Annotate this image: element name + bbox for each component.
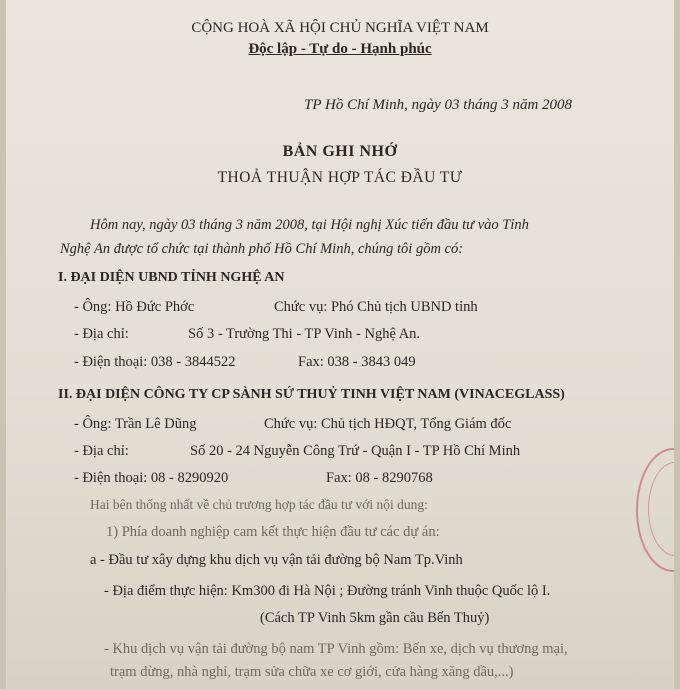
party1-address: Số 3 - Trường Thi - TP Vinh - Nghệ An. xyxy=(188,326,421,342)
party2-person: - Ông: Trần Lê Dũng xyxy=(74,416,197,432)
place-date: TP Hồ Chí Minh, ngày 03 tháng 3 năm 2008 xyxy=(304,97,573,113)
project-description-2: trạm dừng, nhà nghỉ, trạm sửa chữa xe cơ giới, cửa hàng xăng dầu,...) xyxy=(110,664,514,680)
project-description-1: - Khu dịch vụ vận tải đường bộ nam TP Vinh gồm: Bến xe, dịch vụ thương mại, xyxy=(104,641,568,657)
project-location: - Địa điểm thực hiện: Km300 đi Hà Nội ; Đường tránh Vinh thuộc Quốc lộ I. xyxy=(104,583,551,599)
project-location-note: (Cách TP Vinh 5km gần cầu Bến Thuỷ) xyxy=(260,610,490,626)
agreement-lead: Hai bên thống nhất về chủ trương hợp tác đầu tư với nội dung: xyxy=(90,497,428,512)
intro-line-1: Hôm nay, ngày 03 tháng 3 năm 2008, tại Hội nghị Xúc tiến đầu tư vào Tỉnh xyxy=(90,217,529,233)
intro-line-2: Nghệ An được tổ chức tại thành phố Hồ Chí Minh, chúng tôi gồm có: xyxy=(60,241,464,257)
party2-position: Chức vụ: Chủ tịch HĐQT, Tổng Giám đốc xyxy=(264,416,512,432)
party2-phone: - Điện thoại: 08 - 8290920 xyxy=(74,470,229,486)
party2-address: Số 20 - 24 Nguyễn Công Trứ - Quận I - TP Hồ Chí Minh xyxy=(190,443,521,459)
document-subtitle: THOẢ THUẬN HỢP TÁC ĐẦU TƯ xyxy=(217,169,463,186)
agreement-item-1a: a - Đầu tư xây dựng khu dịch vụ vận tải đường bộ Nam Tp.Vinh xyxy=(90,552,463,568)
party2-address-label: - Địa chỉ: xyxy=(74,443,129,459)
party1-fax: Fax: 038 - 3843 049 xyxy=(298,354,416,370)
document-title: BẢN GHI NHỚ xyxy=(282,143,398,160)
document-page xyxy=(6,0,674,689)
party1-position: Chức vụ: Phó Chủ tịch UBND tỉnh xyxy=(274,299,478,315)
party2-fax: Fax: 08 - 8290768 xyxy=(326,470,433,486)
agreement-item-1: 1) Phía doanh nghiệp cam kết thực hiện đầu tư các dự án: xyxy=(106,524,440,540)
party2-heading: II. ĐẠI DIỆN CÔNG TY CP SÀNH SỨ THUỶ TINH VIỆT NAM (VINACEGLASS) xyxy=(58,387,565,402)
party1-heading: I. ĐẠI DIỆN UBND TỈNH NGHỆ AN xyxy=(58,270,285,285)
motto: Độc lập - Tự do - Hạnh phúc xyxy=(248,41,432,57)
party1-person: - Ông: Hồ Đức Phớc xyxy=(74,299,195,315)
nation-header: CỘNG HOÀ XÃ HỘI CHỦ NGHĨA VIỆT NAM xyxy=(191,20,489,36)
party1-phone: - Điện thoại: 038 - 3844522 xyxy=(74,354,236,370)
party1-address-label: - Địa chỉ: xyxy=(74,326,129,342)
